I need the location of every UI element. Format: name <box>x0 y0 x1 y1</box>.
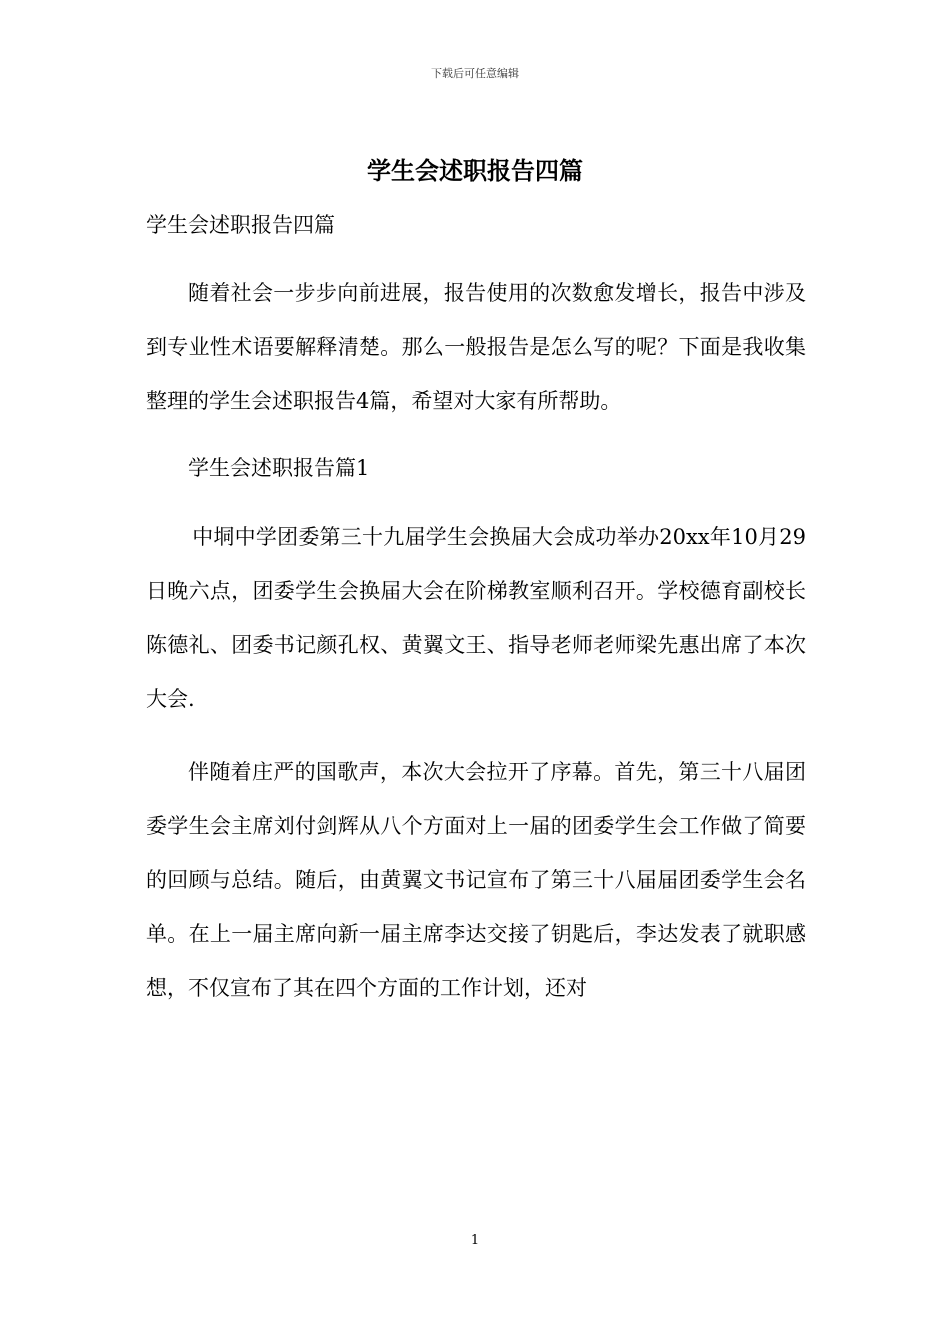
document-body <box>146 206 806 1015</box>
body-paragraph: 中垌中学团委第三十九届学生会换届大会成功举办20xx年10月29日晚六点，团委学生会换届大会在阶梯教室顺利召开。学校德育副校长陈德礼、团委书记颜孔权、黄翼文王、指导老师老师梁先惠出席了本次大会. <box>146 525 806 711</box>
page-header: 下载后可任意编辑 <box>431 67 519 80</box>
section-heading: 学生会述职报告篇1 <box>188 456 370 480</box>
intro-paragraph: 随着社会一步步向前进展，报告使用的次数愈发增长，报告中涉及到专业性术语要解释清楚。那么一般报告是怎么写的呢？下面是我收集整理的学生会述职报告4篇，希望对大家有所帮助。 <box>146 281 806 413</box>
document-title: 学生会述职报告四篇 <box>367 156 583 185</box>
document-subtitle: 学生会述职报告四篇 <box>146 213 335 237</box>
page-number: 1 <box>470 1233 480 1248</box>
body-paragraph: 伴随着庄严的国歌声，本次大会拉开了序幕。首先，第三十八届团委学生会主席刘付剑辉从八个方面对上一届的团委学生会工作做了简要的回顾与总结。随后，由黄翼文书记宣布了第三十八届届团委学生会名单。在上一届主席向新一届主席李达交接了钥匙后，李达发表了就职感想，不仅宣布了其在四个方面的工作计划，还对 <box>146 760 806 1000</box>
